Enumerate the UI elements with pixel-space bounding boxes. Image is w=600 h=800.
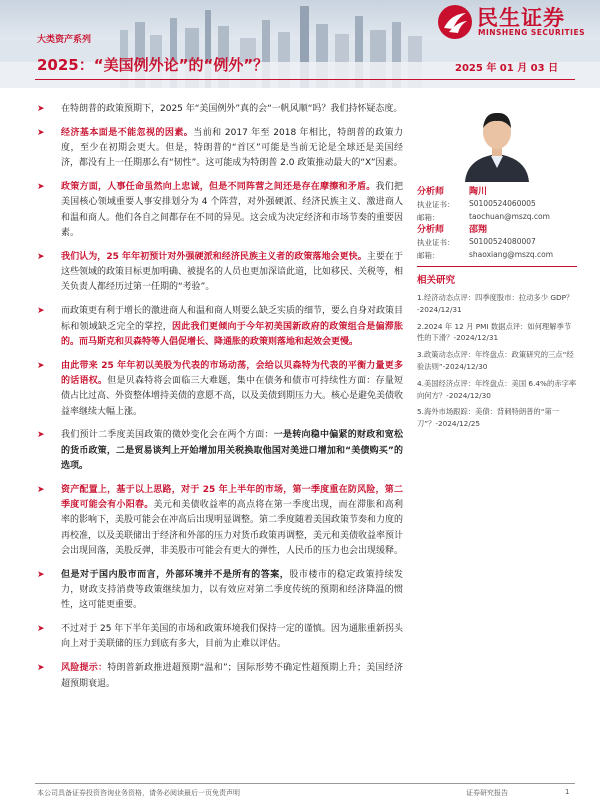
paragraph-text: 政策方面，人事任命虽然向上忠诚，但是不同阵营之间还是存在摩擦和矛盾。 bbox=[61, 182, 376, 193]
related-research-title: 相关研究 bbox=[417, 275, 456, 286]
license-number: S0100524080007 bbox=[469, 237, 536, 246]
summary-paragraph bbox=[37, 483, 403, 559]
report-header bbox=[0, 0, 600, 88]
paragraph-text: 当前和 2017 年至 2018 年相比，特朗普的政策力度，至少在初期会更大。但是，特朗普的“首区”可能是当前无论是全球还是美国经济，都没有上一任期那么有“韧性”。这可能成为特朗普 2.0 政策推动最大的“X”因素。 bbox=[61, 127, 403, 169]
report-date: 2025 年 01 月 03 日 bbox=[455, 63, 559, 74]
bullet-arrow-icon: ➤ bbox=[37, 360, 45, 371]
minsheng-logo bbox=[437, 2, 597, 42]
license-number: S0100524060005 bbox=[469, 199, 536, 208]
paragraph-text: 特朗普新政推进超预期“温和”；国际形势不确定性超预期上升；美国经济超预期衰退。 bbox=[61, 663, 403, 689]
paragraph-text: 由此带来 25 年年初以美股为代表的市场动荡，会给以贝森特为代表的平衡力量更多的话语权。 bbox=[61, 360, 403, 386]
summary-paragraph bbox=[37, 250, 403, 296]
summary-paragraph bbox=[37, 428, 403, 474]
analyst-email[interactable]: shaoxiang@mszq.com bbox=[469, 250, 554, 259]
paragraph-text: 而政策更有利于增长的激进商人和温和商人则要么缺乏实质的细节，要么自身对政策目标和领域缺乏完全的掌控， bbox=[61, 306, 404, 332]
paragraph-text: 股市楼市的稳定政策持续发力，财政支持消费等政策继续加力，以有效应对第二季度传统的预期和经济降温的惯性，这可能更重要。 bbox=[61, 569, 403, 611]
paragraph-text: 经济基本面是不能忽视的因素。 bbox=[61, 127, 194, 138]
summary-paragraph bbox=[37, 126, 403, 172]
related-research-link[interactable]: 5.海外市场跟踪：美债：背刺特朗普的“第一刀”？-2024/12/25 bbox=[417, 407, 560, 429]
bullet-arrow-icon: ➤ bbox=[37, 127, 45, 138]
footer-disclaimer: 本公司具备证券投资咨询业务资格，请务必阅读最后一页免责声明 bbox=[37, 789, 240, 797]
paragraph-text: 美元和美债收益率的高点将在第一季度出现，而在滞胀和高利率的影响下，美股可能会在冲高后出现明显调整。第二季度随着美国政策节奏和力度的再校准，以及美联储出于经济和外部的压力对货币政策再调整，美元和美债收益率预计会出现回落，美股反弹，非美股市可能会有更大的弹性，人民币的压力也会出现缓释。 bbox=[61, 500, 404, 556]
related-research-link[interactable]: 3.政策动态点评：年终盘点：政策研究的三点“经验法则”-2024/12/30 bbox=[417, 350, 574, 371]
logo-text-en: MINSHENG SECURITIES bbox=[478, 28, 585, 37]
analyst-role: 分析师 bbox=[417, 187, 445, 197]
sidebar-divider bbox=[417, 266, 577, 267]
analyst-photo bbox=[447, 102, 547, 182]
analyst-name: 邵翔 bbox=[469, 225, 488, 235]
analyst-role: 分析师 bbox=[417, 225, 445, 235]
paragraph-text: 我们认为，25 年年初预计对外强硬派和经济民族主义者的政策落地会更快。 bbox=[61, 251, 367, 262]
logo-mark-icon bbox=[437, 4, 473, 40]
paragraph-text: 风险提示： bbox=[61, 663, 108, 674]
related-research-list bbox=[417, 292, 577, 435]
summary-paragraph bbox=[37, 661, 403, 692]
summary-paragraph bbox=[37, 102, 403, 117]
bullet-arrow-icon: ➤ bbox=[37, 104, 45, 114]
header-divider bbox=[35, 79, 575, 80]
report-title: 2025：“美国例外论”的“例外”？ bbox=[37, 56, 269, 74]
related-research-link[interactable]: 2.2024 年 12 月 PMI 数据点评：如何理解季节性的下滑？-2024/12/31 bbox=[417, 321, 572, 343]
paragraph-text: 不过对于 25 年下半年美国的市场和政策环境我们保持一定的谨慎。因为通胀重新拐头向上对于美联储的压力到底有多大，目前为止难以评估。 bbox=[61, 624, 403, 650]
report-series: 大类资产系列 bbox=[37, 35, 92, 45]
bullet-arrow-icon: ➤ bbox=[37, 663, 45, 674]
summary-paragraph bbox=[37, 568, 403, 614]
paragraph-text: 资产配置上，基于以上思路，对于 25 年上半年的市场，第一季度重在防风险，第二季度可能会有小阳春。 bbox=[61, 484, 403, 511]
license-label: 执业证书： bbox=[417, 200, 455, 209]
paragraph-text: 一是转向稳中偏紧的财政和宽松的货币政策，二是贸易谈判上开始增加用关税换取他国对美进口增加和“美债购买”的选项。 bbox=[61, 430, 403, 471]
email-label: 邮箱： bbox=[417, 213, 440, 222]
report-body bbox=[37, 102, 403, 700]
paragraph-text: 但是对于国内股市而言，外部环境并不是所有的答案， bbox=[61, 569, 290, 580]
paragraph-text: 我们预计二季度美国政策的微妙变化会在两个方面： bbox=[61, 430, 274, 441]
paragraph-text: 我们把美国核心领域重要人事安排划分为 4 个阵营，对外强硬派、经济民族主义、激进商人和温和商人。他们各自之间都存在不同的异见。这会成为决定经济和市场节奏的重要因素。 bbox=[61, 182, 404, 239]
summary-paragraph bbox=[37, 180, 403, 241]
related-research-link[interactable]: 1.经济动态点评：四季度股市：拉动多少 GDP？ -2024/12/31 bbox=[417, 293, 574, 314]
paragraph-text: 因此我们更倾向于今年初美国新政府的政策组合是偏滞胀的。而马斯克和贝森特等人倡促增长、降通胀的政策则落地和起效会更慢。 bbox=[61, 321, 403, 347]
bullet-arrow-icon: ➤ bbox=[37, 624, 45, 635]
paragraph-text: 主要在于这些领域的政策目标更加明确、被提名的人员也更加深谙此道，比如移民、关税等，相关负责人都经历过第一任期的“考验”。 bbox=[61, 251, 404, 293]
paragraph-text: 但是贝森特将会面临三大难题，集中在债务和债市可持续性方面：存量短债占比过高、外资整体增持美债的意愿不高，以及美债到期压力大。核心是避免美债收益率继续大幅上涨。 bbox=[61, 375, 404, 417]
email-label: 邮箱： bbox=[417, 251, 440, 260]
footer-doc-type: 证券研究报告 bbox=[466, 789, 508, 797]
analyst-name: 陶川 bbox=[469, 187, 488, 197]
bullet-arrow-icon: ➤ bbox=[37, 306, 45, 317]
logo-text-cn: 民生证券 bbox=[477, 6, 565, 30]
summary-paragraph bbox=[37, 304, 403, 350]
license-label: 执业证书： bbox=[417, 238, 455, 247]
bullet-arrow-icon: ➤ bbox=[37, 430, 45, 441]
summary-paragraph bbox=[37, 622, 403, 653]
bullet-arrow-icon: ➤ bbox=[37, 569, 45, 580]
bullet-arrow-icon: ➤ bbox=[37, 251, 45, 262]
footer-divider bbox=[35, 783, 575, 784]
paragraph-text: 在特朗普的政策预期下，2025 年“美国例外”真的会“一帆风顺“吗？我们持怀疑态度。 bbox=[61, 104, 403, 114]
analyst-email[interactable]: taochuan@mszq.com bbox=[469, 212, 550, 221]
summary-paragraph bbox=[37, 359, 403, 420]
related-research-link[interactable]: 4.美国经济点评：年终盘点：美国 6.4%的赤字率向何方？-2024/12/30 bbox=[417, 378, 577, 400]
bullet-arrow-icon: ➤ bbox=[37, 484, 45, 495]
bullet-arrow-icon: ➤ bbox=[37, 182, 45, 193]
page-number: 1 bbox=[565, 788, 570, 796]
